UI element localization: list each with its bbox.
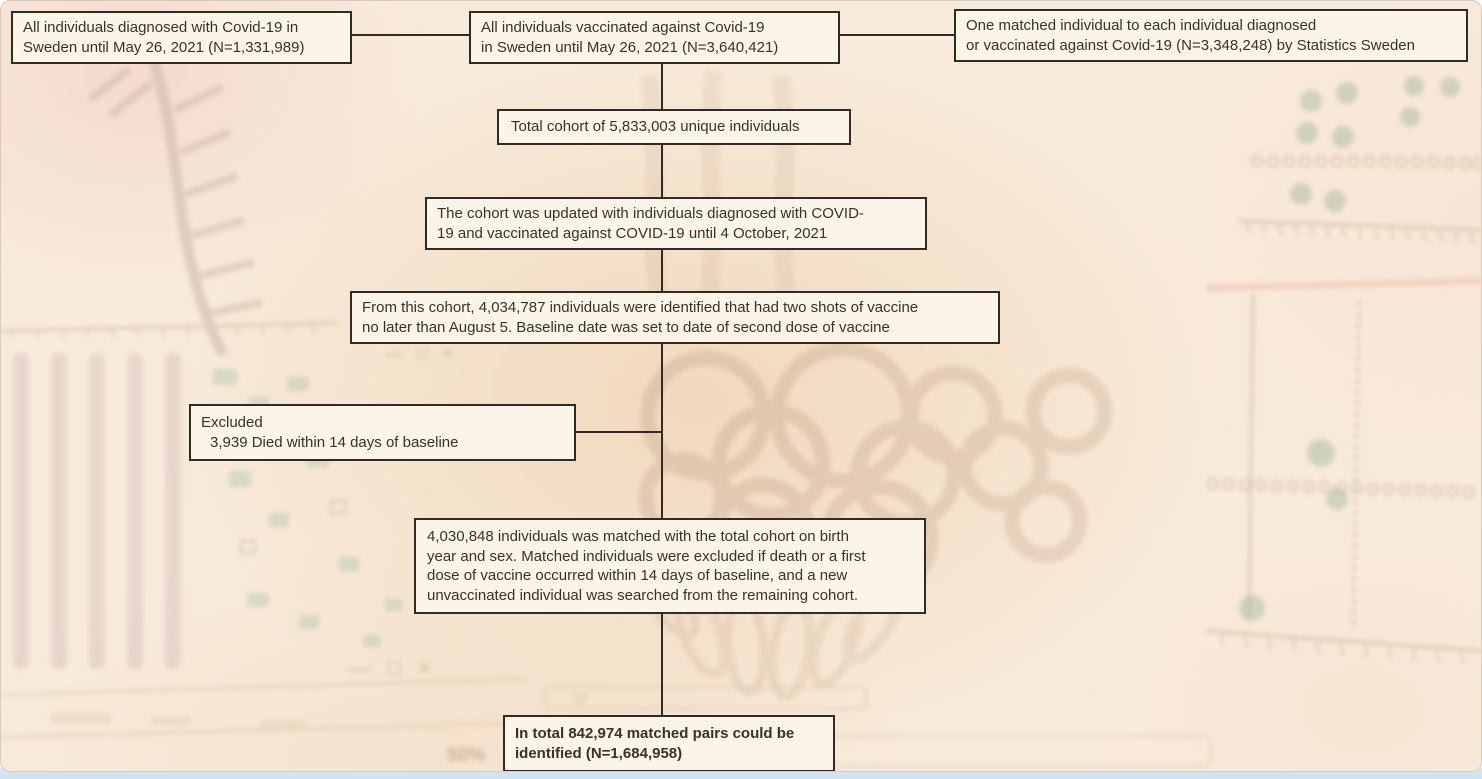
box-text-line: Sweden until May 26, 2021 (N=1,331,989) [23, 38, 305, 56]
source-vaccinated-box [469, 11, 840, 64]
result-matched-pairs-box [503, 715, 835, 772]
box-text-line: unvaccinated individual was searched from the remaining cohort. [427, 586, 859, 604]
window-controls-icon: — □ × [386, 344, 458, 363]
box-text-line: no later than August 5. Baseline date was set to date of second dose of vaccine [362, 318, 890, 336]
box-text-line: or vaccinated against Covid-19 (N=3,348,248) by Statistics Sweden [966, 36, 1415, 54]
box-text-line: From this cohort, 4,034,787 individuals were identified that had two shots of vaccine [362, 299, 919, 316]
two-dose-cohort-box [350, 291, 1000, 344]
box-text-line: Total cohort of 5,833,003 unique individuals [511, 118, 800, 135]
box-text-line: identified (N=1,684,958) [515, 744, 683, 762]
background-percent-label: 50% [447, 745, 486, 766]
box-text-line: 19 and vaccinated against COVID-19 until 4 October, 2021 [437, 224, 828, 242]
box-text-line: In total 842,974 matched pairs could be [515, 725, 795, 742]
dropdown-arrow-icon: ▽ [574, 692, 587, 709]
box-text-line: All individuals diagnosed with Covid-19 in [23, 19, 299, 36]
window-controls-icon: — □ × [349, 657, 437, 680]
box-text-line: The cohort was updated with individuals diagnosed with COVID- [437, 205, 864, 222]
excluded-detail: 3,939 Died within 14 days of baseline [210, 433, 459, 451]
box-text-line: dose of vaccine occurred within 14 days of baseline, and a new [427, 567, 848, 584]
box-text-line: 4,030,848 individuals was matched with the total cohort on birth [427, 528, 849, 545]
box-text-line: One matched individual to each individual diagnosed [966, 17, 1317, 34]
source-matched-statistics-sweden-box [954, 9, 1468, 62]
excluded-title: Excluded [201, 414, 263, 431]
box-text-line: in Sweden until May 26, 2021 (N=3,640,421) [481, 38, 779, 56]
updated-cohort-box [425, 197, 927, 250]
matching-box [414, 518, 926, 614]
total-cohort-box [497, 109, 851, 145]
box-text-line: year and sex. Matched individuals were excluded if death or a first [427, 547, 866, 565]
source-diagnosed-box [11, 11, 352, 64]
excluded-box [189, 404, 576, 461]
box-text-line: All individuals vaccinated against Covid-19 [481, 19, 765, 36]
